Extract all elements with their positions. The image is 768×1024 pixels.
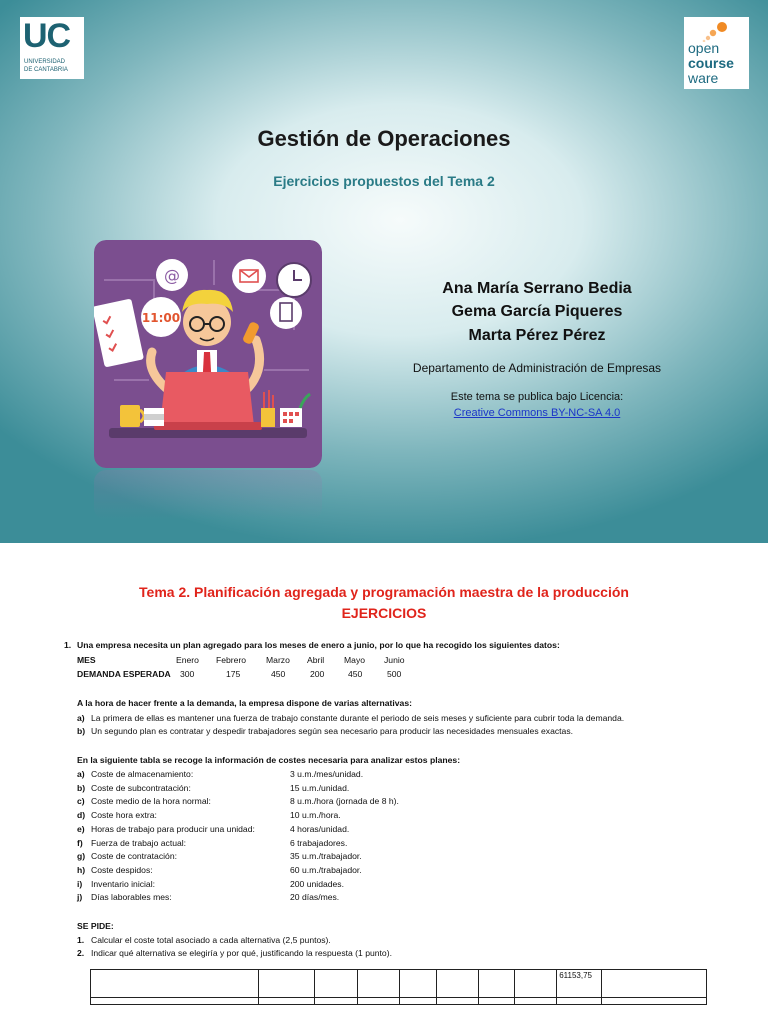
table-cell <box>259 998 314 1005</box>
cost-value: 6 trabajadores. <box>290 838 348 848</box>
table-row <box>91 998 707 1005</box>
table-cell <box>515 998 557 1005</box>
table-cell <box>259 970 314 998</box>
cost-letter: d) <box>77 810 86 820</box>
table-cell <box>515 970 557 998</box>
cost-label: Coste de contratación: <box>91 851 177 861</box>
cost-value: 15 u.m./unidad. <box>290 783 350 793</box>
alternative-letter: a) <box>77 713 85 723</box>
cost-label: Inventario inicial: <box>91 879 156 889</box>
calculation-table <box>90 969 707 1005</box>
page-heading-ejercicios: EJERCICIOS <box>341 605 427 621</box>
cost-value: 35 u.m./trabajador. <box>290 851 362 861</box>
costs-intro: En la siguiente tabla se recoge la información de costes necesaria para analizar estos planes: <box>77 755 461 765</box>
month-cell: Febrero <box>216 655 247 665</box>
illustration-clock-text: 11:00 <box>141 311 181 325</box>
cost-value: 3 u.m./mes/unidad. <box>290 769 364 779</box>
ocw-logo-line3: ware <box>688 70 719 86</box>
cost-letter: i) <box>77 879 83 889</box>
question-number: 1. <box>77 935 85 945</box>
cost-value: 10 u.m./hora. <box>290 810 341 820</box>
author-3: Marta Pérez Pérez <box>468 327 606 344</box>
alternative-text: La primera de ellas es mantener una fuerza de trabajo constante durante el periodo de seis meses y suficiente para cubrir toda la demanda. <box>91 713 625 723</box>
cost-value: 20 días/mes. <box>290 892 340 902</box>
cost-letter: h) <box>77 865 86 875</box>
svg-text:@: @ <box>164 266 180 285</box>
ocw-dots-icon <box>700 20 740 42</box>
demand-row2-label: DEMANDA ESPERADA <box>77 669 171 679</box>
ocw-logo <box>684 17 749 89</box>
cost-label: Días laborables mes: <box>91 892 172 902</box>
demand-value-cell: 200 <box>310 669 325 679</box>
cost-value: 8 u.m./hora (jornada de 8 h). <box>290 796 399 806</box>
table-cell <box>601 970 706 998</box>
uc-logo-line2: DE CANTABRIA <box>24 67 68 73</box>
month-cell: Marzo <box>266 655 290 665</box>
table-cell <box>314 970 357 998</box>
cost-label: Horas de trabajo para producir una unidad: <box>91 824 255 834</box>
office-worker-illustration <box>94 240 322 468</box>
cover-title: Gestión de Operaciones <box>257 126 511 151</box>
alternatives-intro: A la hora de hacer frente a la demanda, la empresa dispone de varias alternativas: <box>77 698 412 708</box>
questions-title: SE PIDE: <box>77 921 114 931</box>
demand-value-cell: 450 <box>348 669 363 679</box>
table-cell <box>601 998 706 1005</box>
month-cell: Junio <box>384 655 405 665</box>
demand-value-cell: 500 <box>387 669 402 679</box>
table-cell-value: 61153,75 <box>557 970 601 998</box>
illustration-reflection <box>94 470 322 520</box>
alternative-text: Un segundo plan es contratar y despedir trabajadores según sea necesario para producir las necesidades mensuales exactas. <box>91 726 574 736</box>
cost-letter: b) <box>77 783 86 793</box>
table-row <box>91 970 707 998</box>
cost-label: Coste despidos: <box>91 865 153 875</box>
cover-subtitle: Ejercicios propuestos del Tema 2 <box>273 173 495 189</box>
question-number: 2. <box>77 948 85 958</box>
cost-label: Coste de almacenamiento: <box>91 769 194 779</box>
cost-letter: e) <box>77 824 85 834</box>
cost-letter: j) <box>77 892 83 902</box>
demand-value-cell: 450 <box>271 669 286 679</box>
ocw-logo-line2: course <box>688 55 734 71</box>
month-cell: Abril <box>307 655 325 665</box>
table-cell <box>399 998 437 1005</box>
cost-letter: c) <box>77 796 85 806</box>
cost-letter: f) <box>77 838 83 848</box>
table-cell <box>91 998 259 1005</box>
table-cell <box>437 998 479 1005</box>
cost-label: Fuerza de trabajo actual: <box>91 838 187 848</box>
table-cell <box>357 970 399 998</box>
month-cell: Mayo <box>344 655 366 665</box>
cost-value: 4 horas/unidad. <box>290 824 350 834</box>
author-1: Ana María Serrano Bedia <box>442 280 632 297</box>
cost-label: Coste de subcontratación: <box>91 783 191 793</box>
uc-logo-mark: UC <box>23 17 71 55</box>
cost-letter: a) <box>77 769 85 779</box>
table-cell <box>314 998 357 1005</box>
author-2: Gema García Piqueres <box>451 303 623 320</box>
ocw-logo-line1: open <box>688 40 720 56</box>
cost-letter: g) <box>77 851 86 861</box>
table-cell <box>399 970 437 998</box>
month-cell: Enero <box>176 655 199 665</box>
department: Departamento de Administración de Empresas <box>412 361 662 375</box>
uc-logo-line1: UNIVERSIDAD <box>24 59 66 65</box>
table-cell <box>91 970 259 998</box>
license-link[interactable]: Creative Commons BY-NC-SA 4.0 <box>453 407 621 419</box>
table-cell <box>479 970 515 998</box>
exercise-intro: Una empresa necesita un plan agregado para los meses de enero a junio, por lo que ha recogido los siguientes datos: <box>77 640 560 650</box>
page-heading: Tema 2. Planificación agregada y programación maestra de la producción <box>139 584 629 600</box>
exercise-number: 1. <box>64 640 72 650</box>
question-text: Indicar qué alternativa se elegiría y por qué, justificando la respuesta (1 punto). <box>91 948 392 958</box>
table-cell <box>437 970 479 998</box>
table-cell <box>557 998 601 1005</box>
alternative-letter: b) <box>77 726 86 736</box>
table-cell <box>357 998 399 1005</box>
cost-value: 200 unidades. <box>290 879 344 889</box>
cost-value: 60 u.m./trabajador. <box>290 865 362 875</box>
cost-label: Coste medio de la hora normal: <box>91 796 211 806</box>
uc-logo <box>20 17 84 79</box>
question-text: Calcular el coste total asociado a cada alternativa (2,5 puntos). <box>91 935 331 945</box>
demand-value-cell: 300 <box>180 669 195 679</box>
cost-label: Coste hora extra: <box>91 810 157 820</box>
demand-value-cell: 175 <box>226 669 241 679</box>
demand-row1-label: MES <box>77 655 96 665</box>
license-text: Este tema se publica bajo Licencia: <box>450 391 624 403</box>
table-cell <box>479 998 515 1005</box>
